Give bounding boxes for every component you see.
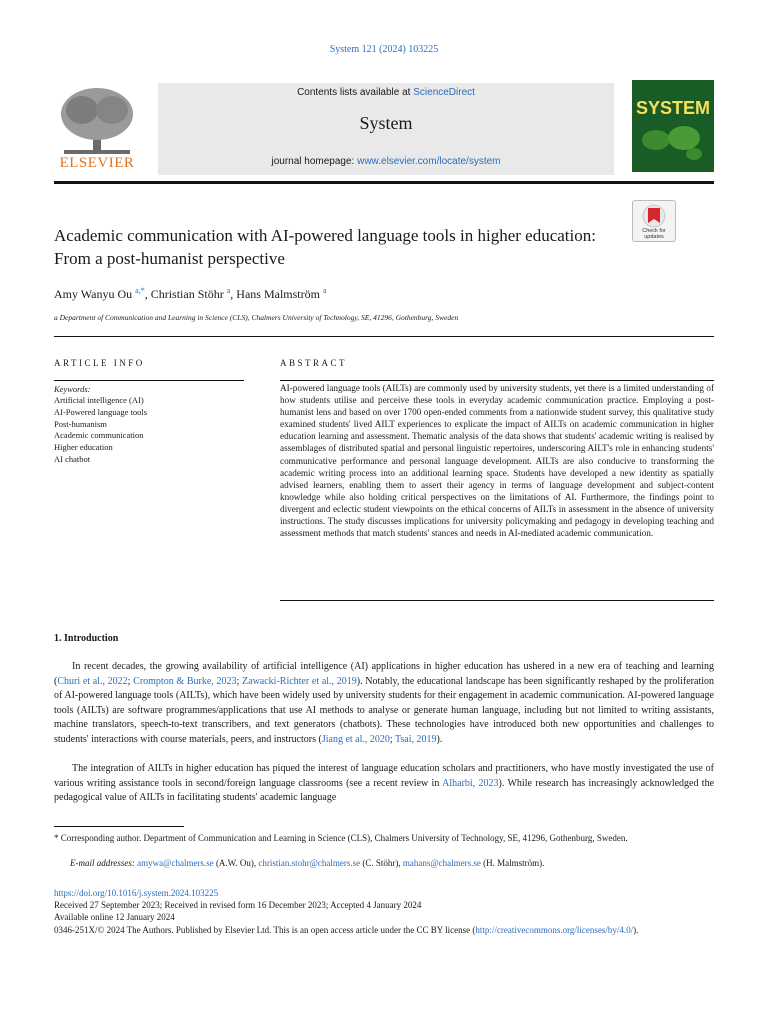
journal-cover-thumbnail[interactable]: [632, 80, 714, 172]
citation-link[interactable]: Crompton & Burke, 2023: [133, 675, 237, 687]
body-text: ).: [436, 733, 443, 745]
abstract-heading: ABSTRACT: [280, 358, 348, 368]
intro-paragraph-1: [54, 660, 714, 748]
email-owner: (C. Stöhr),: [360, 858, 403, 868]
journal-name: System: [359, 113, 413, 133]
journal-homepage-line: [158, 156, 614, 167]
journal-masthead: [158, 83, 614, 175]
author-affiliation-mark[interactable]: a,*: [135, 286, 145, 295]
body-text: ;: [389, 733, 395, 745]
license-link[interactable]: http://creativecommons.org/licenses/by/4.0/: [475, 924, 634, 935]
footnote-rule: [54, 826, 184, 827]
cover-title: SYSTEM: [635, 98, 710, 118]
homepage-prefix: journal homepage:: [271, 156, 358, 167]
email-link[interactable]: christian.stohr@chalmers.se: [258, 858, 361, 868]
corresponding-author-footnote: * Corresponding author. Department of Communication and Learning in Science (CLS), Chalmers University of Technology, SE, 41296, Gothenburg, Sweden.: [54, 833, 628, 843]
keyword-item: Post-humanism: [54, 418, 107, 429]
author-name[interactable]: Amy Wanyu Ou: [54, 287, 133, 301]
email-label: E-mail addresses:: [70, 858, 135, 868]
keyword-item: Higher education: [54, 442, 113, 453]
sciencedirect-link[interactable]: ScienceDirect: [413, 87, 475, 98]
keywords-label: Keywords:: [54, 384, 91, 394]
available-online-date: Available online 12 January 2024: [54, 912, 175, 923]
contents-prefix: Contents lists available at: [297, 87, 414, 98]
article-title: Academic communication with AI-powered language tools in higher education: From a post-humanist perspective: [54, 226, 596, 268]
body-text: ;: [127, 675, 134, 687]
email-owner: (A.W. Ou),: [213, 858, 259, 868]
elsevier-wordmark[interactable]: ELSEVIER: [59, 155, 135, 171]
received-dates: Received 27 September 2023; Received in revised form 16 December 2023; Accepted 4 January 2024: [54, 900, 422, 911]
body-text: ). Notably, the educational landscape has been significantly reshaped by the proliferation of AI-powered language tools (AILTs), which have been widely used by university students for their engagement in academic communication. AI-powered language tools (AILTs) are software programmes/applications that use AI methods to analyse or generate human language, including but not limited to writing assistants, machine translators, speech-to-text transcribers, and text generators (chatbots). These technologies have introduced both new opportunities and challenges to students' interactions with course materials, peers, and instructors (: [54, 675, 715, 745]
keyword-item: Artificial intelligence (AI): [54, 395, 144, 405]
doi-link[interactable]: https://doi.org/10.1016/j.system.2024.103225: [54, 888, 219, 898]
section-rule: [54, 336, 714, 337]
check-for-updates-badge[interactable]: [632, 200, 676, 242]
abstract-text: AI-powered language tools (AILTs) are commonly used by university students, yet there is a limited understanding of how students utilise and perceive these tools in everyday academic communication practice. Employing a post-humanist lens and based on over 1700 open-ended comments from a nationwide student survey, this qualitative study examined students' lived AILT experiences to explicate the impact of AILTs on academic communication in higher education learning and assessment. Thematic analysis of the data shows that students' academic writing is realised by assemblages of distributed spatial and personal linguistic repertoires, underscoring AILT's role in enhancing students' communicative performance and personal language development. AILTs are also conducive to transforming the academic writing process into an additional learning space. Students have developed a new identity as spatially advised learners, enabling them to assert their agency in terms of language development and subject-content knowledge while also holding critical perspectives on the limitations of AI. Furthermore, the findings point to divergent and eclectic student viewpoints on the ethical concerns of AILTs in assessment in the absence of university instructions. The study discusses implications for university policymaking and pedagogy in developing teaching and assessment methods that match students' stances and needs in AI-mediated academic communication.: [280, 383, 714, 539]
author-name[interactable]: Christian Stöhr: [150, 287, 224, 301]
article-info-rule: [54, 380, 244, 381]
license-text: ).: [633, 924, 639, 935]
body-text: The integration of AILTs in higher education has piqued the interest of language education scholars and practitioners, who have mostly investigated the use of various writing assistance tools in second/foreign language classrooms (see a recent review in: [54, 763, 714, 789]
abstract-rule: [280, 380, 714, 381]
check-updates-label: Check for updates: [642, 228, 666, 240]
citation-link[interactable]: Churi et al., 2022: [57, 675, 128, 687]
journal-citation[interactable]: System 121 (2024) 103225: [329, 44, 439, 55]
body-text: ;: [236, 675, 243, 687]
license-text: 0346-251X/© 2024 The Authors. Published by Elsevier Ltd. This is an open access article under the CC BY license (: [54, 924, 476, 935]
abstract-bottom-rule: [280, 600, 714, 601]
homepage-link[interactable]: www.elsevier.com/locate/system: [357, 156, 501, 167]
affiliation: a Department of Communication and Learning in Science (CLS), Chalmers University of Technology, SE, 41296, Gothenburg, Sweden: [54, 313, 459, 322]
article-info-heading: ARTICLE INFO: [54, 358, 145, 368]
author-name[interactable]: Hans Malmström: [236, 287, 320, 301]
license-statement: [54, 924, 714, 936]
keyword-list: [54, 395, 147, 466]
email-addresses: [70, 858, 714, 868]
keyword-item: Academic communication: [54, 430, 144, 441]
citation-link[interactable]: Tsai, 2019: [395, 733, 437, 745]
keyword-item: AI chatbot: [54, 453, 91, 464]
contents-lists-line: [158, 87, 614, 98]
publication-info: [54, 887, 714, 936]
author-list: Amy Wanyu Ou $^{a,*}$, Christian Stöhr $^a$, Hans Malmström $^a$: [54, 286, 327, 301]
keyword-item: AI-Powered language tools: [54, 406, 148, 417]
author-affiliation-mark[interactable]: a: [322, 286, 327, 295]
author-affiliation-mark[interactable]: a: [226, 286, 231, 295]
world-map-graphic: [632, 80, 714, 172]
citation-link[interactable]: Zawacki-Richter et al., 2019: [242, 675, 357, 687]
citation-link[interactable]: Alharbi, 2023: [442, 777, 499, 789]
body-text: ). While research has increasingly acknowledged the pedagogical value of AILTs in facilitating students' academic language: [54, 777, 715, 804]
body-text: In recent decades, the growing availability of artificial intelligence (AI) applications in higher education has ushered in a new era of teaching and learning (: [54, 661, 714, 687]
header-rule: [54, 181, 714, 184]
intro-paragraph-2: [54, 762, 714, 806]
email-owner: (H. Malmström).: [480, 858, 545, 868]
section-heading-introduction: 1. Introduction: [54, 633, 119, 644]
citation-link[interactable]: Jiang et al., 2020: [321, 733, 390, 745]
email-link[interactable]: mahans@chalmers.se: [402, 858, 481, 868]
email-link[interactable]: amywa@chalmers.se: [137, 858, 214, 868]
